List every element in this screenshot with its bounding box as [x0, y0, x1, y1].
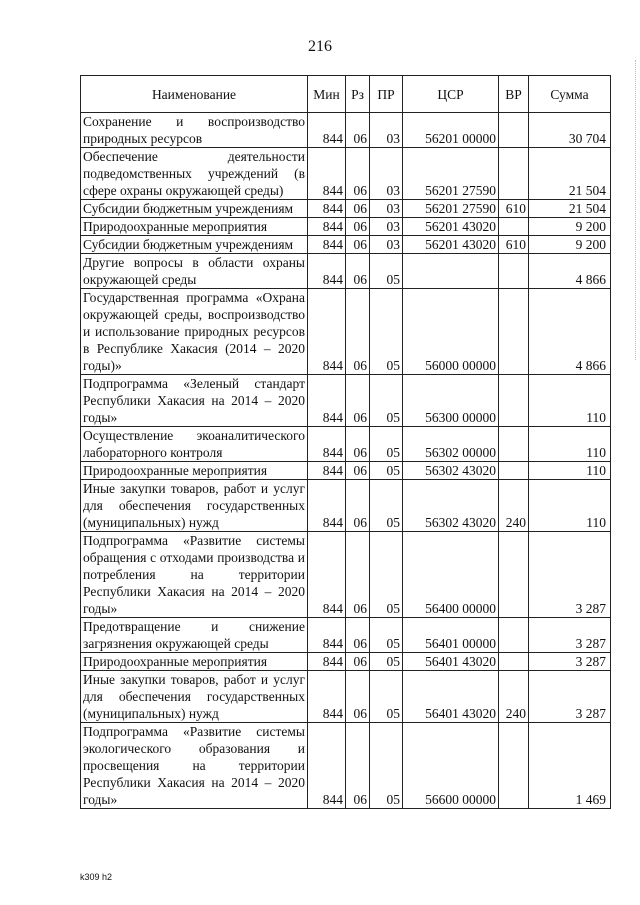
cell-pr: 05: [370, 723, 403, 809]
cell-pr: 05: [370, 480, 403, 532]
table-row: [81, 254, 611, 289]
cell-sum: 3 287: [529, 532, 611, 618]
table-row: [81, 532, 611, 618]
cell-sum: 1 469: [529, 723, 611, 809]
cell-name: Субсидии бюджетным учреждениям: [81, 236, 308, 254]
cell-sum: 3 287: [529, 671, 611, 723]
cell-vr: [499, 218, 529, 236]
cell-min: 844: [308, 218, 346, 236]
cell-sum: 9 200: [529, 236, 611, 254]
cell-min: 844: [308, 532, 346, 618]
cell-rz: 06: [346, 532, 370, 618]
cell-rz: 06: [346, 427, 370, 462]
cell-rz: 06: [346, 723, 370, 809]
cell-vr: [499, 375, 529, 427]
cell-min: 844: [308, 462, 346, 480]
cell-pr: 03: [370, 200, 403, 218]
header-vr: ВР: [499, 76, 529, 113]
cell-pr: 05: [370, 653, 403, 671]
cell-min: 844: [308, 653, 346, 671]
cell-vr: 610: [499, 200, 529, 218]
cell-csr: 56201 00000: [403, 113, 499, 148]
cell-pr: 05: [370, 532, 403, 618]
cell-min: 844: [308, 480, 346, 532]
table-row: [81, 618, 611, 653]
cell-csr: 56400 00000: [403, 532, 499, 618]
cell-pr: 05: [370, 618, 403, 653]
cell-vr: [499, 723, 529, 809]
cell-name: Подпрограмма «Зеленый стандарт Республики Хакасия на 2014 – 2020 годы»: [81, 375, 308, 427]
table-row: [81, 375, 611, 427]
header-min: Мин: [308, 76, 346, 113]
table-row: [81, 236, 611, 254]
cell-csr: 56302 00000: [403, 427, 499, 462]
cell-vr: 240: [499, 480, 529, 532]
cell-pr: 03: [370, 236, 403, 254]
table-header-row: [81, 76, 611, 113]
cell-min: 844: [308, 200, 346, 218]
cell-rz: 06: [346, 254, 370, 289]
cell-pr: 05: [370, 427, 403, 462]
table-row: [81, 462, 611, 480]
cell-sum: 21 504: [529, 148, 611, 200]
cell-sum: 110: [529, 480, 611, 532]
budget-table: [80, 75, 611, 809]
header-pr: ПР: [370, 76, 403, 113]
cell-name: Осуществление экоаналитического лабораторного контроля: [81, 427, 308, 462]
table-row: [81, 671, 611, 723]
page-number: 216: [308, 38, 332, 55]
cell-vr: 610: [499, 236, 529, 254]
cell-rz: 06: [346, 200, 370, 218]
cell-pr: 05: [370, 289, 403, 375]
cell-name: Подпрограмма «Развитие системы обращения с отходами производства и потребления на территории Республики Хакасия на 2014 – 2020 годы»: [81, 532, 308, 618]
cell-name: Иные закупки товаров, работ и услуг для обеспечения государственных (муниципальных) нужд: [81, 480, 308, 532]
cell-pr: 03: [370, 113, 403, 148]
table-row: [81, 427, 611, 462]
table-row: [81, 218, 611, 236]
cell-name: Другие вопросы в области охраны окружающей среды: [81, 254, 308, 289]
footer-code: k309 h2: [80, 872, 113, 882]
cell-csr: 56600 00000: [403, 723, 499, 809]
cell-min: 844: [308, 723, 346, 809]
cell-csr: 56401 00000: [403, 618, 499, 653]
header-csr: ЦСР: [403, 76, 499, 113]
header-sum: Сумма: [529, 76, 611, 113]
cell-name: Подпрограмма «Развитие системы экологического образования и просвещения на территории Республики Хакасия на 2014 – 2020 годы»: [81, 723, 308, 809]
cell-rz: 06: [346, 236, 370, 254]
cell-min: 844: [308, 375, 346, 427]
cell-min: 844: [308, 148, 346, 200]
table-row: [81, 148, 611, 200]
table-row: [81, 480, 611, 532]
table-row: [81, 723, 611, 809]
cell-vr: [499, 618, 529, 653]
cell-rz: 06: [346, 289, 370, 375]
cell-sum: 9 200: [529, 218, 611, 236]
cell-name: Государственная программа «Охрана окружающей среды, воспроизводство и использование природных ресурсов в Республике Хакасия (2014 – 2020 годы)»: [81, 289, 308, 375]
cell-sum: 3 287: [529, 618, 611, 653]
table-row: [81, 113, 611, 148]
cell-csr: 56302 43020: [403, 480, 499, 532]
cell-vr: [499, 462, 529, 480]
cell-pr: 05: [370, 254, 403, 289]
cell-name: Субсидии бюджетным учреждениям: [81, 200, 308, 218]
cell-sum: 110: [529, 375, 611, 427]
cell-min: 844: [308, 236, 346, 254]
cell-sum: 4 866: [529, 254, 611, 289]
cell-csr: 56302 43020: [403, 462, 499, 480]
cell-name: Природоохранные мероприятия: [81, 653, 308, 671]
cell-min: 844: [308, 671, 346, 723]
header-name: Наименование: [81, 76, 308, 113]
cell-min: 844: [308, 113, 346, 148]
cell-pr: 05: [370, 375, 403, 427]
cell-csr: 56300 00000: [403, 375, 499, 427]
margin-mark: [631, 60, 636, 360]
cell-pr: 05: [370, 462, 403, 480]
table-body: [81, 113, 611, 809]
cell-vr: [499, 653, 529, 671]
cell-pr: 05: [370, 671, 403, 723]
cell-csr: 56401 43020: [403, 653, 499, 671]
cell-rz: 06: [346, 218, 370, 236]
cell-csr: 56401 43020: [403, 671, 499, 723]
cell-rz: 06: [346, 113, 370, 148]
cell-name: Природоохранные мероприятия: [81, 218, 308, 236]
table-row: [81, 200, 611, 218]
cell-vr: 240: [499, 671, 529, 723]
cell-min: 844: [308, 618, 346, 653]
cell-csr: 56201 43020: [403, 218, 499, 236]
cell-min: 844: [308, 427, 346, 462]
cell-sum: 110: [529, 427, 611, 462]
cell-rz: 06: [346, 480, 370, 532]
cell-pr: 03: [370, 148, 403, 200]
cell-csr: 56201 27590: [403, 200, 499, 218]
cell-rz: 06: [346, 462, 370, 480]
cell-pr: 03: [370, 218, 403, 236]
cell-rz: 06: [346, 671, 370, 723]
cell-name: Предотвращение и снижение загрязнения окружающей среды: [81, 618, 308, 653]
cell-min: 844: [308, 254, 346, 289]
cell-csr: [403, 254, 499, 289]
cell-sum: 30 704: [529, 113, 611, 148]
cell-rz: 06: [346, 653, 370, 671]
cell-vr: [499, 148, 529, 200]
cell-vr: [499, 254, 529, 289]
cell-name: Иные закупки товаров, работ и услуг для обеспечения государственных (муниципальных) нужд: [81, 671, 308, 723]
cell-name: Природоохранные мероприятия: [81, 462, 308, 480]
cell-rz: 06: [346, 375, 370, 427]
cell-csr: 56201 43020: [403, 236, 499, 254]
cell-sum: 4 866: [529, 289, 611, 375]
cell-rz: 06: [346, 148, 370, 200]
cell-sum: 3 287: [529, 653, 611, 671]
cell-name: Сохранение и воспроизводство природных ресурсов: [81, 113, 308, 148]
cell-sum: 21 504: [529, 200, 611, 218]
cell-vr: [499, 113, 529, 148]
table-row: [81, 289, 611, 375]
cell-rz: 06: [346, 618, 370, 653]
header-rz: Рз: [346, 76, 370, 113]
table-row: [81, 653, 611, 671]
cell-min: 844: [308, 289, 346, 375]
cell-sum: 110: [529, 462, 611, 480]
cell-csr: 56201 27590: [403, 148, 499, 200]
cell-name: Обеспечение деятельности подведомственных учреждений (в сфере охраны окружающей среды): [81, 148, 308, 200]
cell-csr: 56000 00000: [403, 289, 499, 375]
cell-vr: [499, 289, 529, 375]
cell-vr: [499, 427, 529, 462]
cell-vr: [499, 532, 529, 618]
